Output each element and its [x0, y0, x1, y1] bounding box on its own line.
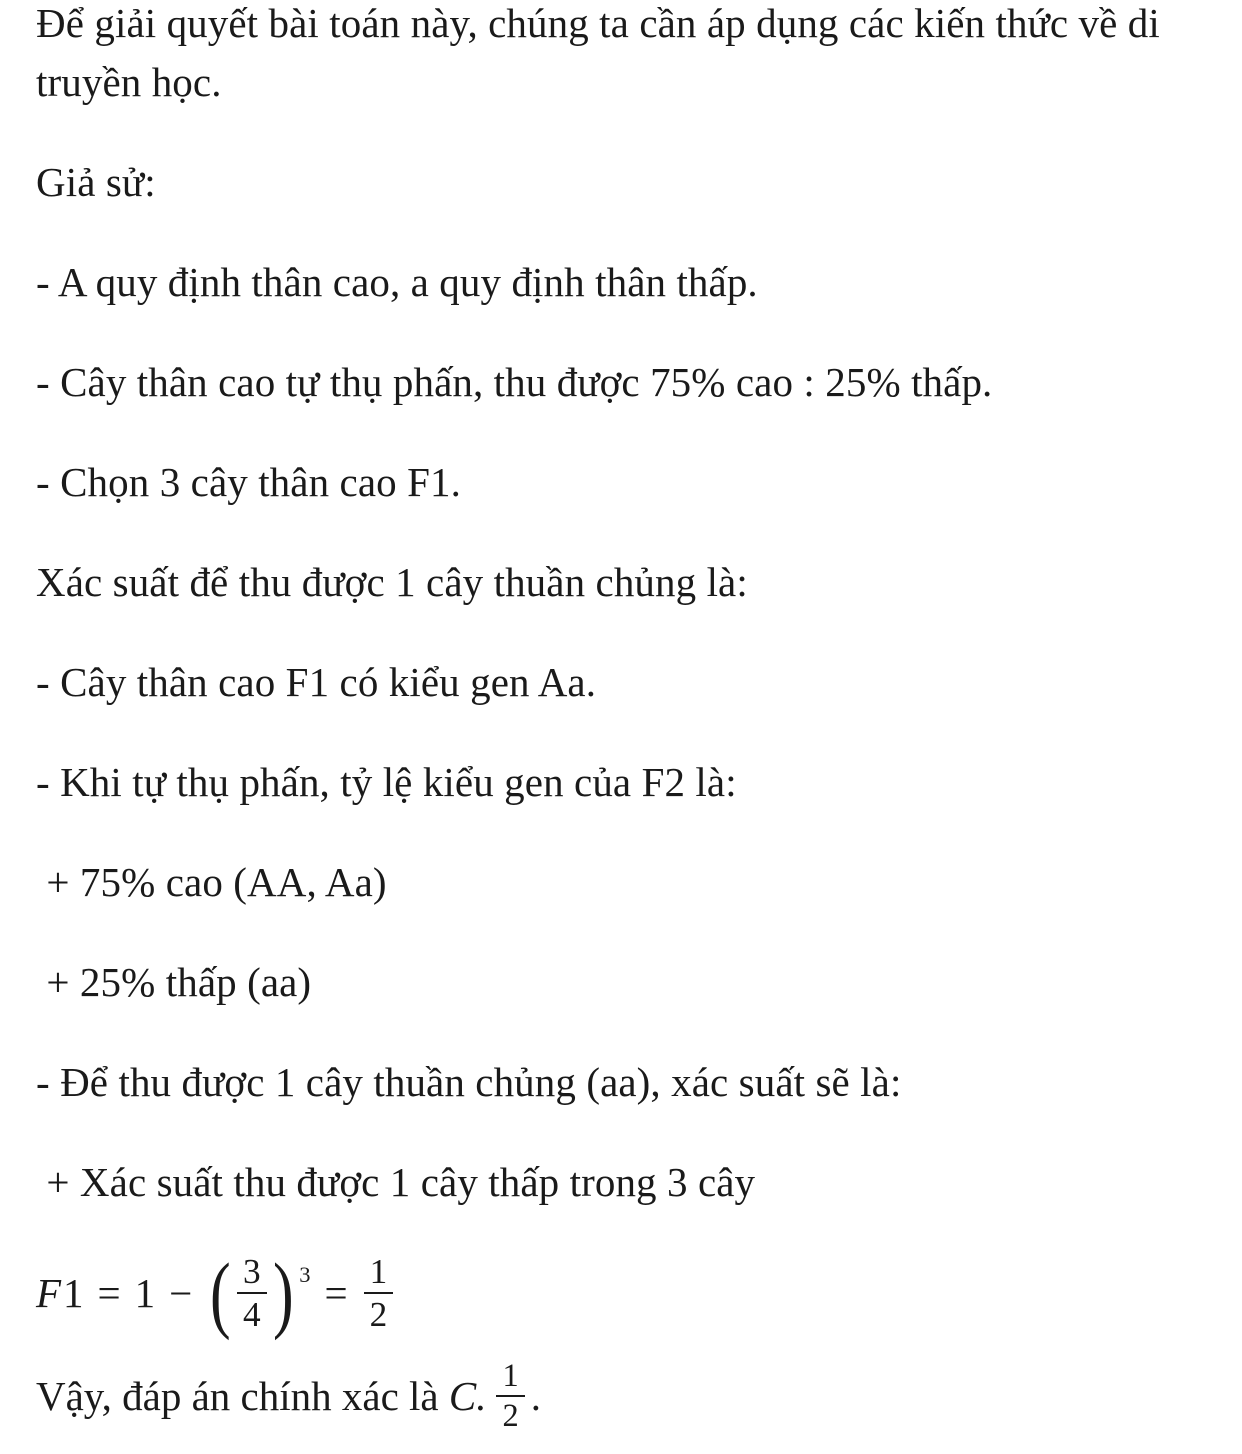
conclusion-period: . — [530, 1372, 541, 1419]
fraction-denominator: 4 — [237, 1292, 267, 1333]
paragraph-assumption-header: Giả sử: — [36, 159, 156, 206]
paragraph-genotype-f1: - Cây thân cao F1 có kiểu gen Aa. — [36, 659, 597, 706]
formula-minus: − — [169, 1269, 193, 1316]
paragraph-f2-tall: + 75% cao (AA, Aa) — [36, 859, 387, 906]
paragraph-one-short-in-three: + Xác suất thu được 1 cây thấp trong 3 cây — [36, 1159, 756, 1206]
formula-fraction-result — [364, 1253, 394, 1333]
formula-equals-1: = — [97, 1269, 121, 1316]
fraction-numerator: 3 — [242, 1252, 261, 1292]
formula-open-paren: ( — [210, 1245, 231, 1342]
formula-exponent: 3 — [299, 1261, 311, 1287]
formula-f1-probability — [36, 1245, 1206, 1342]
paragraph-selfing-ratio: - Cây thân cao tự thụ phấn, thu được 75% cao : 25% thấp. — [36, 359, 993, 406]
formula-symbol-f: F — [36, 1269, 62, 1316]
paragraph-select-three-plants: - Chọn 3 cây thân cao F1. — [36, 459, 461, 506]
formula-equals-2: = — [324, 1269, 348, 1316]
conclusion-choice: C. — [448, 1372, 487, 1419]
paragraph-f2-ratio-header: - Khi tự thụ phấn, tỷ lệ kiểu gen của F2 là: — [36, 759, 737, 806]
result-numerator: 1 — [369, 1252, 388, 1292]
formula-index-1: 1 — [63, 1269, 84, 1316]
conclusion-prefix: Vậy, đáp án chính xác là — [36, 1372, 449, 1419]
formula-close-paren: ) — [272, 1245, 294, 1342]
conclusion-line — [36, 1359, 1206, 1433]
result-denominator: 2 — [364, 1292, 394, 1333]
formula-fraction-three-quarters — [237, 1253, 267, 1333]
conclusion-fraction-numerator: 1 — [502, 1358, 519, 1395]
conclusion-fraction — [496, 1359, 524, 1433]
paragraph-f2-short: + 25% thấp (aa) — [36, 959, 312, 1006]
paragraph-intro: Để giải quyết bài toán này, chúng ta cần áp dụng các kiến thức về di truyền học. — [36, 0, 1171, 106]
conclusion-fraction-denominator: 2 — [496, 1395, 524, 1433]
formula-operand-one: 1 — [134, 1269, 156, 1316]
paragraph-allele-definition: - A quy định thân cao, a quy định thân thấp. — [36, 259, 758, 306]
paragraph-purebred-probability: - Để thu được 1 cây thuần chủng (aa), xác suất sẽ là: — [36, 1059, 902, 1106]
paragraph-probability-question: Xác suất để thu được 1 cây thuần chủng là: — [36, 559, 748, 606]
